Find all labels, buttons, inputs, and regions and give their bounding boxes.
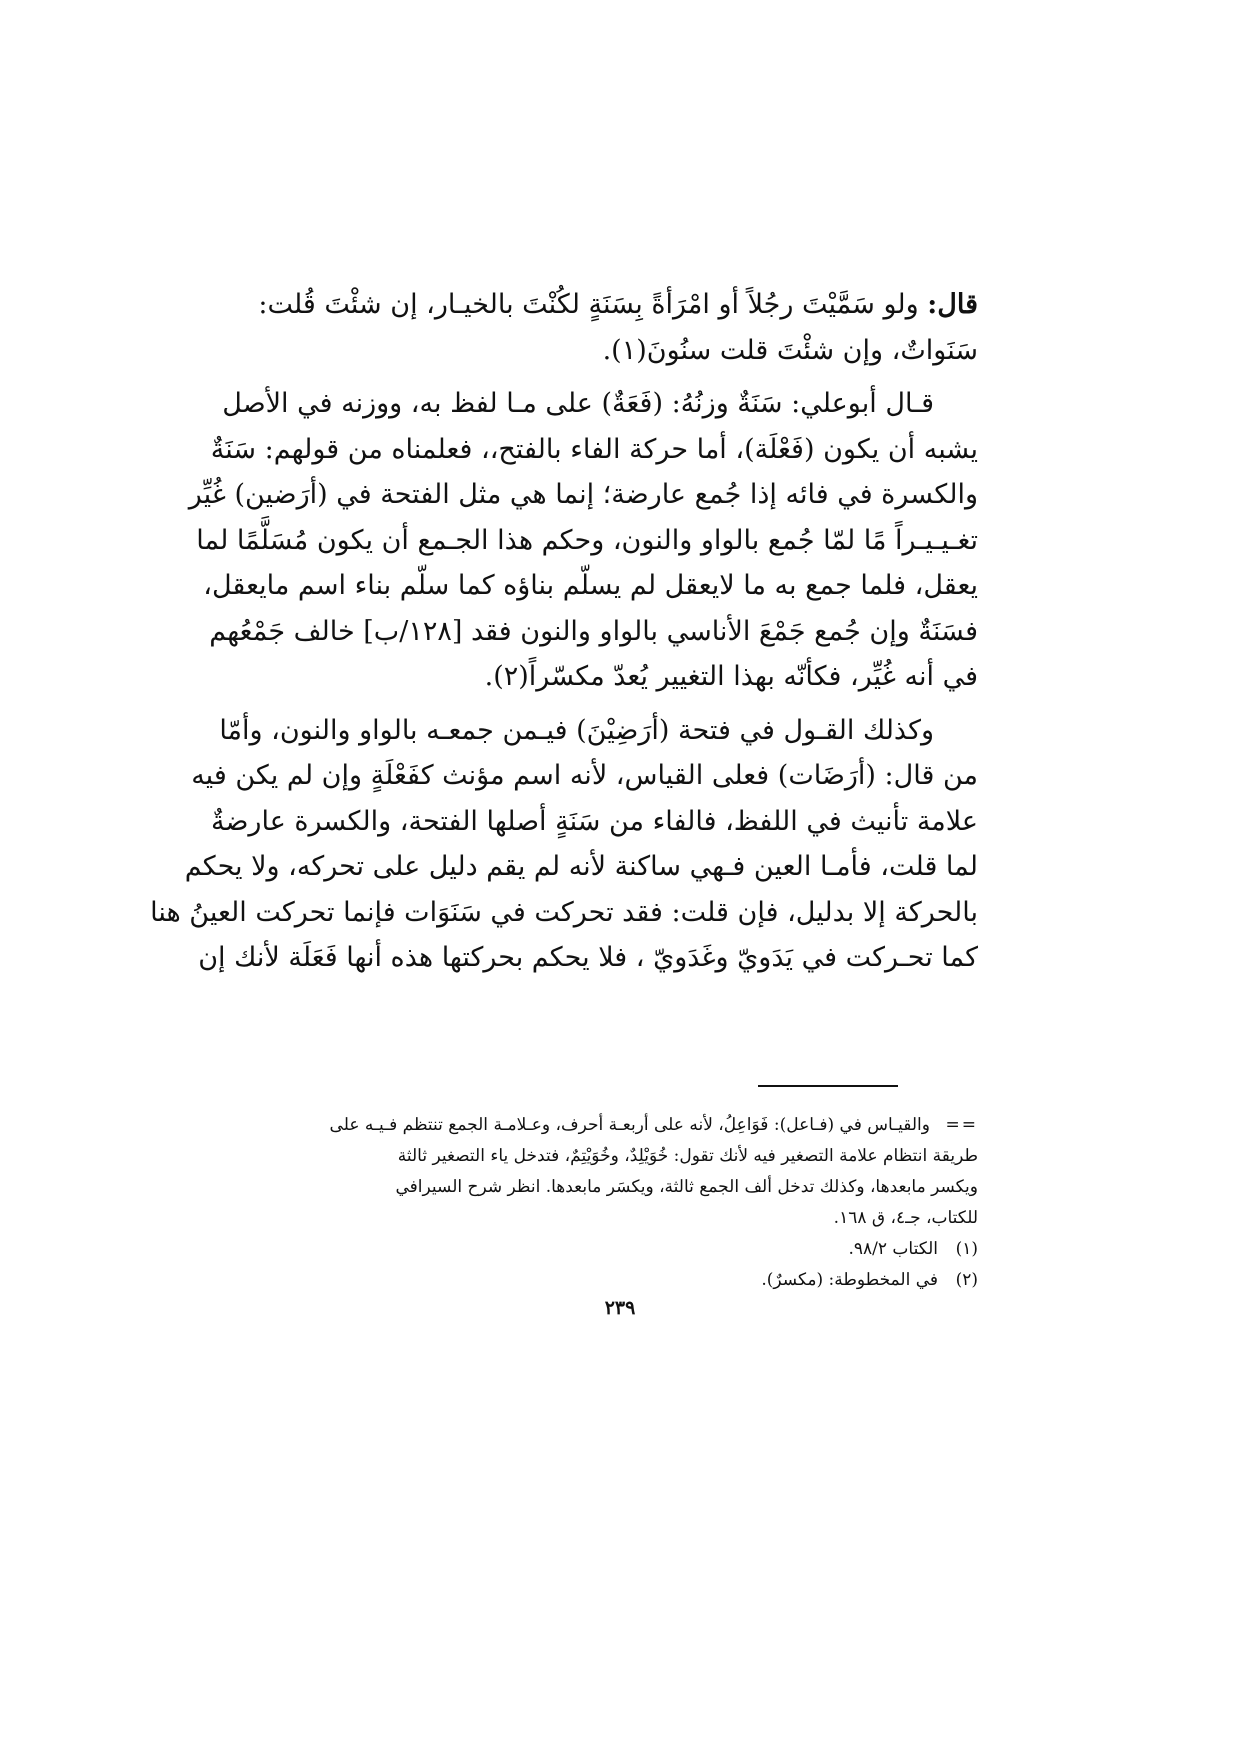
footnote-continuation-line: للكتاب، جـ٤، ق ١٦٨. bbox=[833, 1208, 978, 1228]
line-text: ولو سَمَّيْتَ رجُلاً أو امْرَأةً بِسَنَةٍ لكُنْتَ بالخيـار، إن شئْتَ قُلت: bbox=[258, 289, 928, 320]
text-line-8: فسَنَةٌ وإن جُمع جَمْعَ الأناسي بالواو والنون فقد [١٢٨/ب] خالف جَمْعُهم bbox=[209, 615, 978, 647]
footnote-continuation-line bbox=[302, 1110, 978, 1141]
text-line-1 bbox=[258, 282, 978, 328]
footnote-number: (١) bbox=[955, 1239, 978, 1259]
text-line-6: تغـيـيـراً مًا لمّا جُمع بالواو والنون، وحكم هذا الجـمع أن يكون مُسَلَّمًا لما bbox=[196, 524, 978, 556]
page-number: ٢٣٩ bbox=[604, 1297, 636, 1319]
text-line-5: والكسرة في فائه إذا جُمع عارضة؛ إنما هي مثل الفتحة في (أرَضين) غُيِّر bbox=[188, 479, 978, 510]
footnote-continuation-line: طريقة انتظام علامة التصغير فيه لأنك تقول: خُوَيْلِدٌ، وخُوَيْتِمٌ، فتدخل ياء التصغير ثالثة bbox=[397, 1146, 978, 1166]
footnote-text: في المخطوطة: (مكسرٌ). bbox=[761, 1270, 938, 1290]
footnote-2 bbox=[302, 1265, 978, 1296]
footnote-text: والقيـاس في (فـاعل): فَوَاعِلُ، لأنه على أربعـة أحرف، وعـلامـة الجمع تنتظم فـيـه على bbox=[329, 1115, 930, 1135]
footnote-text: الكتاب ٩٨/٢. bbox=[848, 1239, 938, 1259]
text-line-14: بالحركة إلا بدليل، فإن قلت: فقد تحركت في سَنَوَات فإنما تحركت العينُ هنا bbox=[150, 896, 978, 928]
text-line-10: وكذلك القـول في فتحة (أرَضِيْنَ) فيـمن جمعـه بالواو والنون، وأمّا bbox=[219, 714, 934, 746]
text-line-3: قـال أبوعلي: سَنَةٌ وزنُهُ: (فَعَةٌ) على مـا لفظ به، ووزنه في الأصل bbox=[222, 388, 934, 419]
paragraph-gap bbox=[272, 700, 978, 708]
text-line-9: في أنه غُيِّر، فكأنّه بهذا التغيير يُعدّ مكسّراً(٢). bbox=[484, 661, 978, 692]
text-line-11: من قال: (أرَضَات) فعلى القياس، لأنه اسم مؤنث كفَعْلَةٍ وإن لم يكن فيه bbox=[191, 760, 978, 791]
text-line-7: يعقل، فلما جمع به ما لايعقل لم يسلّم بناؤه كما سلّم بناء اسم مايعقل، bbox=[203, 570, 978, 601]
footnotes bbox=[302, 1110, 978, 1296]
main-text-body bbox=[150, 282, 978, 981]
text-line-2: سَنَواتٌ، وإن شئْتَ قلت سنُونَ(١). bbox=[602, 334, 978, 366]
text-line-15: كما تحـركت في يَدَويّ وغَدَويّ ، فلا يحكم بحركتها هذه أنها فَعَلَة لأنك إن bbox=[198, 942, 978, 973]
footnote-number: (٢) bbox=[955, 1270, 978, 1290]
text-line-13: لما قلت، فأمـا العين فـهي ساكنة لأنه لم يقم دليل على تحركه، ولا يحكم bbox=[184, 851, 978, 882]
text-line-12: علامة تأنيث في اللفظ، فالفاء من سَنَةٍ أصلها الفتحة، والكسرة عارضةٌ bbox=[211, 805, 978, 837]
text-line-4: يشبه أن يكون (فَعْلَة)، أما حركة الفاء بالفتح،، فعلمناه من قولهم: سَنَةٌ bbox=[210, 433, 978, 465]
paragraph-gap bbox=[272, 373, 978, 381]
footnote-separator bbox=[758, 1085, 898, 1087]
continuation-marker: == bbox=[945, 1115, 978, 1135]
speaker-label: قال: bbox=[927, 289, 978, 320]
footnote-1 bbox=[302, 1234, 978, 1265]
footnote-continuation-line: ويكسر مابعدها، وكذلك تدخل ألف الجمع ثالثة، ويكسَر مابعدها. انظر شرح السيرافي bbox=[395, 1177, 978, 1197]
